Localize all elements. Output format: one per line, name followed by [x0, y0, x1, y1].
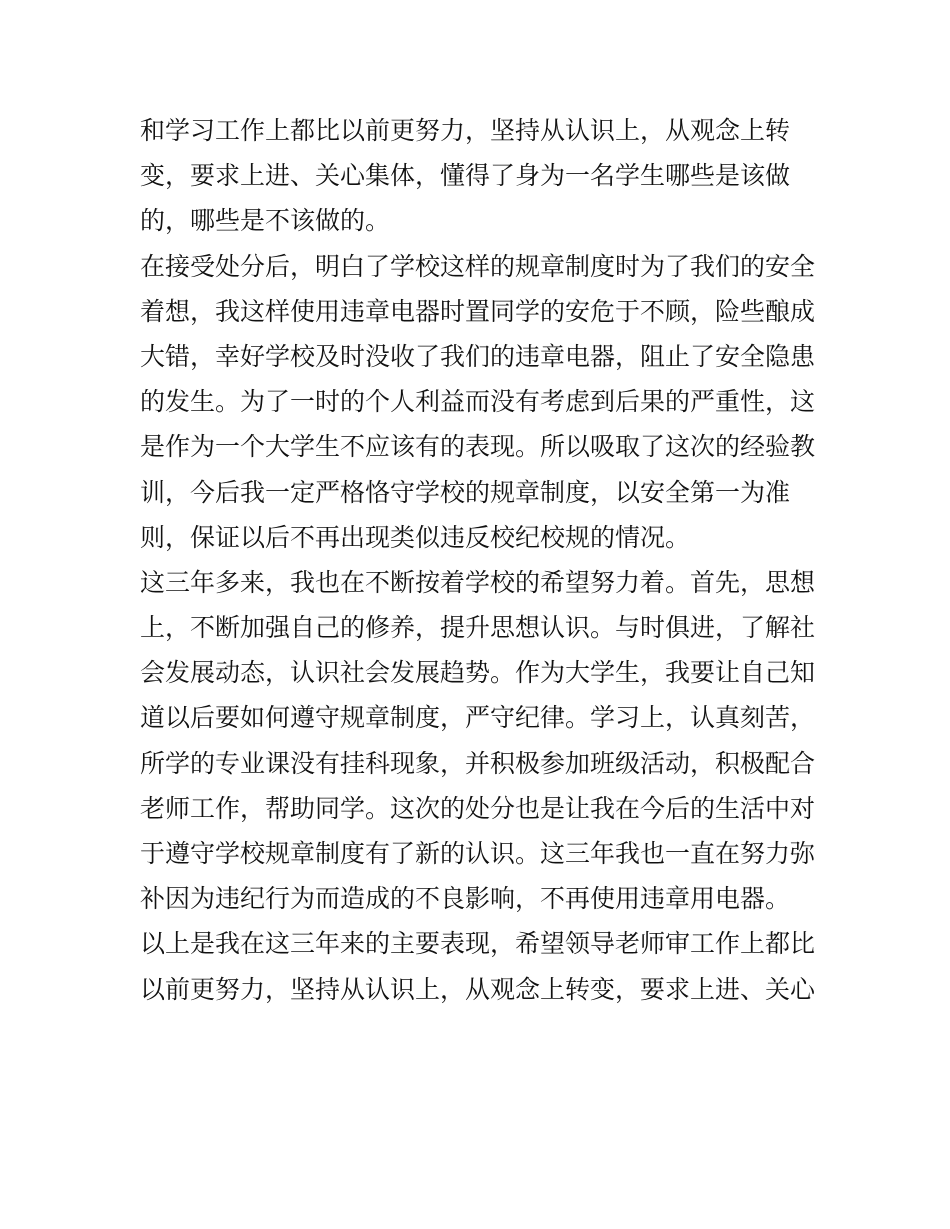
text-line-19: 以上是我在这三年来的主要表现，希望领导老师审工作上都比 — [140, 929, 816, 959]
text-line-7: 的发生。为了一时的个人利益而没有考虑到后果的严重性，这 — [140, 387, 816, 417]
text-line-18: 补因为违纪行为而造成的不良影响，不再使用违章用电器。 — [140, 884, 791, 914]
text-line-20: 以前更努力，坚持从认识上，从观念上转变，要求上进、关心 — [140, 974, 816, 1004]
text-line-15: 所学的专业课没有挂科现象，并积极参加班级活动，积极配合 — [140, 748, 816, 778]
text-line-14: 道以后要如何遵守规章制度，严守纪律。学习上，认真刻苦， — [140, 703, 816, 733]
text-line-3: 的，哪些是不该做的。 — [140, 206, 391, 236]
text-line-13: 会发展动态，认识社会发展趋势。作为大学生，我要让自己知 — [140, 658, 816, 688]
text-line-16: 老师工作，帮助同学。这次的处分也是让我在今后的生活中对 — [140, 793, 816, 823]
text-line-9: 训，今后我一定严格恪守学校的规章制度，以安全第一为准 — [140, 477, 791, 507]
text-line-6: 大错，幸好学校及时没收了我们的违章电器，阻止了安全隐患 — [140, 341, 816, 371]
text-line-11: 这三年多来，我也在不断按着学校的希望努力着。首先，思想 — [140, 567, 816, 597]
text-line-5: 着想，我这样使用违章电器时置同学的安危于不顾，险些酿成 — [140, 296, 816, 326]
text-line-17: 于遵守学校规章制度有了新的认识。这三年我也一直在努力弥 — [140, 839, 816, 868]
body-text — [140, 108, 820, 1012]
text-line-2: 变，要求上进、关心集体，懂得了身为一名学生哪些是该做 — [140, 161, 791, 191]
text-line-4: 在接受处分后，明白了学校这样的规章制度时为了我们的安全 — [140, 251, 816, 281]
text-line-1: 和学习工作上都比以前更努力，坚持从认识上，从观念上转 — [140, 116, 791, 145]
text-line-8: 是作为一个大学生不应该有的表现。所以吸取了这次的经验教 — [140, 432, 816, 462]
text-line-12: 上，不断加强自己的修养，提升思想认识。与时俱进，了解社 — [140, 613, 816, 643]
text-line-10: 则，保证以后不再出现类似违反校纪校规的情况。 — [140, 522, 691, 552]
